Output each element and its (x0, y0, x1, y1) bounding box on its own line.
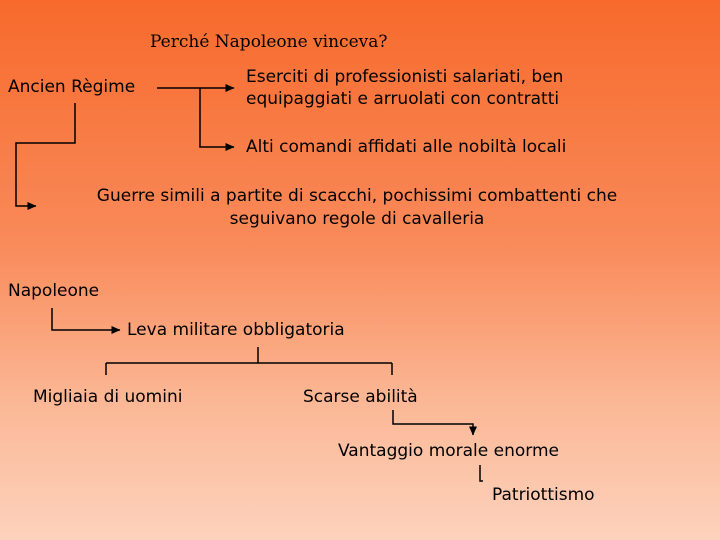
arrow-vantaggio-to-patriottismo (480, 465, 483, 481)
eserciti-line2: equipaggiati e arruolati con contratti (246, 89, 560, 109)
slide-title: Perché Napoleone vinceva? (150, 32, 388, 52)
arrow-napoleone-to-leva (52, 308, 120, 330)
scarse-text: Scarse abilità (303, 387, 418, 407)
leva-text: Leva militare obbligatoria (127, 320, 345, 340)
patriottismo-text: Patriottismo (492, 485, 595, 505)
arrow-scarse-to-vantaggio (393, 410, 473, 435)
vantaggio-text: Vantaggio morale enorme (338, 441, 559, 461)
napoleone-label: Napoleone (8, 281, 100, 301)
guerre-line2: seguivano regole di cavalleria (229, 209, 485, 229)
arrow-to-alti-comandi (200, 88, 234, 147)
guerre-line1: Guerre simili a partite di scacchi, pochissimi combattenti che (96, 186, 618, 206)
migliaia-text: Migliaia di uomini (33, 387, 183, 407)
ancien-regime-label: Ancien Règime (8, 77, 136, 97)
eserciti-line1: Eserciti di professionisti salariati, ben (246, 67, 564, 87)
alti-comandi-text: Alti comandi affidati alle nobiltà locali (246, 137, 567, 157)
